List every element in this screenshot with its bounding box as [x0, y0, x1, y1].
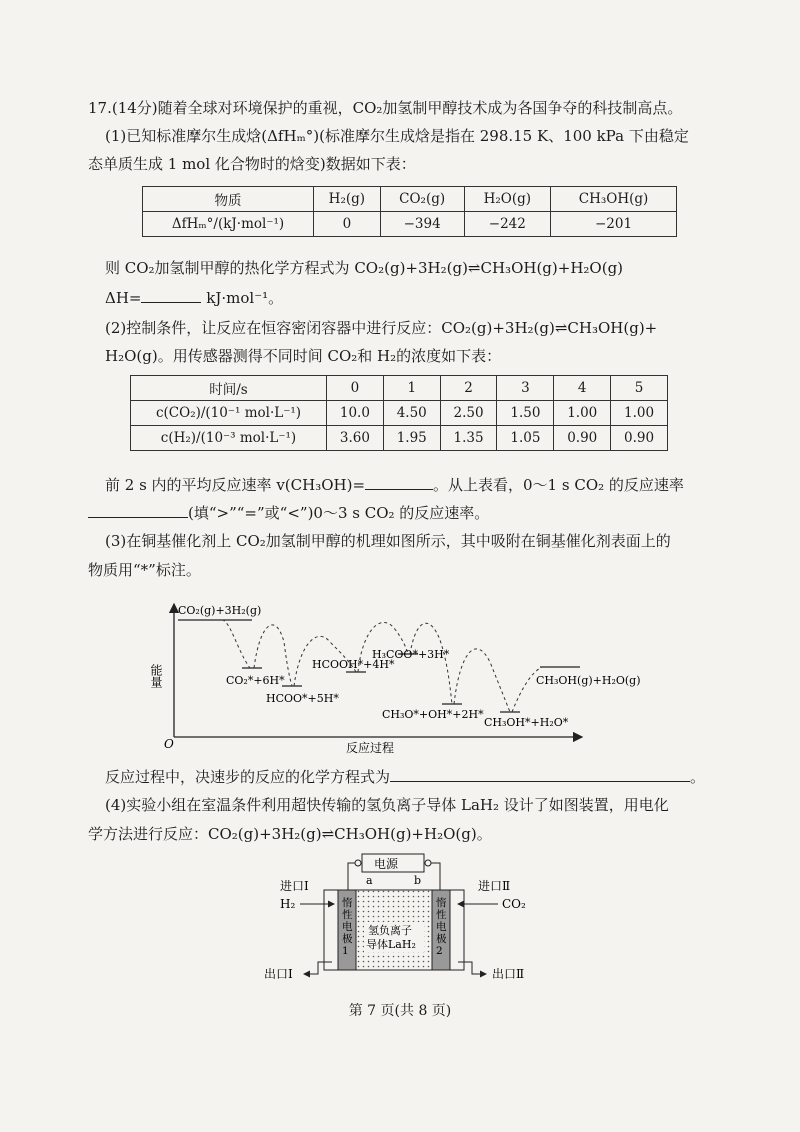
energy-diagram [149, 592, 641, 762]
table-cell: 1.00 [554, 401, 611, 426]
table-cell: 1.35 [440, 426, 497, 451]
table-header-cell: 5 [611, 376, 668, 401]
rate-line [105, 474, 684, 495]
table-row [131, 376, 668, 401]
table-row [131, 426, 668, 451]
y-axis-label: 能量 [149, 664, 163, 688]
transition-path [410, 623, 452, 704]
table-cell: 10.0 [327, 401, 384, 426]
page-footer: 第 7 页(共 8 页) [348, 1003, 452, 1019]
table-cell: 0.90 [554, 426, 611, 451]
answer-blank[interactable] [365, 474, 433, 490]
enthalpy-table [142, 186, 677, 237]
table-header-cell: 时间/s [131, 376, 327, 401]
wire [431, 863, 440, 892]
table-header-cell: 4 [554, 376, 611, 401]
inlet-1-label: 进口Ⅰ [280, 879, 309, 893]
species-label: CO₂*+6H* [226, 674, 285, 687]
table-header-cell: H₂(g) [314, 187, 381, 212]
answer-blank[interactable] [88, 502, 188, 518]
table-header-cell: 0 [327, 376, 384, 401]
species-label: CH₃O*+OH*+2H* [382, 708, 484, 721]
fill-suffix: (填“>”“=”或“<”)0～3 s CO₂ 的反应速率。 [188, 504, 490, 522]
equation-line: 则 CO₂加氢制甲醇的热化学方程式为 CO₂(g)+3H₂(g)⇌CH₃OH(g)+H₂O(g) [105, 259, 624, 277]
table-cell: 3.60 [327, 426, 384, 451]
species-label: CO₂(g)+3H₂(g) [178, 604, 262, 617]
table-cell: 2.50 [440, 401, 497, 426]
inlet-2-label: 进口Ⅱ [478, 879, 511, 893]
table-header-cell: CO₂(g) [380, 187, 464, 212]
conductor-label-1: 氢负离子 [368, 924, 412, 937]
row-label: c(H₂)/(10⁻³ mol·L⁻¹) [131, 426, 327, 451]
table-row [143, 187, 677, 212]
table-header-cell: 1 [383, 376, 440, 401]
concentration-table [130, 375, 668, 451]
table-header-cell: H₂O(g) [464, 187, 550, 212]
delta-h-line [105, 287, 283, 308]
species-label: CH₃OH(g)+H₂O(g) [536, 674, 641, 687]
h2-label: H₂ [280, 897, 296, 911]
table-header-cell: 3 [497, 376, 554, 401]
part3-line1: (3)在铜基催化剂上 CO₂加氢制甲醇的机理如图所示，其中吸附在铜基催化剂表面上的 [105, 532, 671, 550]
part4-line1: (4)实验小组在室温条件利用超快传输的氢负离子导体 LaH₂ 设计了如图装置，用电化 [105, 796, 669, 814]
conductor-label-2: 导体LaH₂ [366, 938, 416, 951]
rate-step-text: 反应过程中，决速步的反应的化学方程式为 [105, 768, 391, 786]
rate-step-line [105, 766, 705, 787]
species-label: HCOOH*+4H* [312, 658, 395, 671]
delta-h-prefix: ΔH= [105, 289, 142, 307]
answer-blank[interactable] [390, 766, 690, 782]
terminal-b-label: b [414, 874, 422, 887]
table-header-cell: 物质 [143, 187, 314, 212]
table-row [143, 212, 677, 237]
rate-prefix: 前 2 s 内的平均反应速率 v(CH₃OH)= [105, 476, 366, 494]
species-label: CH₃OH*+H₂O* [484, 716, 569, 729]
part1-line2: 态单质生成 1 mol 化合物时的焓变)数据如下表： [88, 155, 416, 173]
outlet-1-label: 出口Ⅰ [264, 967, 293, 981]
part2-line1: (2)控制条件，让反应在恒容密闭容器中进行反应：CO₂(g)+3H₂(g)⇌CH₃OH(g)+ [105, 319, 658, 337]
outlet-2-arrow [458, 962, 486, 974]
part3-line2: 物质用“*”标注。 [88, 561, 201, 579]
species-label: HCOO*+5H* [266, 692, 339, 705]
part1-line1: (1)已知标准摩尔生成焓(ΔfHₘ°)(标准摩尔生成焓是指在 298.15 K、100 kPa 下由稳定 [105, 127, 689, 145]
power-label: 电源 [374, 857, 399, 871]
table-cell: 0 [314, 212, 381, 237]
part4-line2: 学方法进行反应：CO₂(g)+3H₂(g)⇌CH₃OH(g)+H₂O(g)。 [88, 825, 492, 843]
outlet-1-arrow [304, 962, 332, 974]
rate-step-end: 。 [690, 768, 706, 786]
row-label: ΔfHₘ°/(kJ·mol⁻¹) [143, 212, 314, 237]
rate-suffix: 。从上表看，0～1 s CO₂ 的反应速率 [433, 476, 684, 494]
table-cell: 4.50 [383, 401, 440, 426]
question-header: 17.(14分)随着全球对环境保护的重视，CO₂加氢制甲醇技术成为各国争夺的科技制高点。 [88, 99, 683, 117]
species-label: H₃COO*+3H* [372, 648, 450, 661]
transition-path [454, 649, 510, 712]
table-row [131, 401, 668, 426]
x-axis-label: 反应过程 [346, 741, 395, 755]
transition-path [222, 620, 250, 668]
table-cell: 0.90 [611, 426, 668, 451]
terminal-a [355, 860, 361, 866]
delta-h-unit: kJ·mol⁻¹。 [206, 289, 284, 307]
outlet-2-label: 出口Ⅱ [492, 967, 525, 981]
row-label: c(CO₂)/(10⁻¹ mol·L⁻¹) [131, 401, 327, 426]
electrochemical-device [262, 850, 552, 988]
origin-label: O [164, 737, 174, 751]
wire [348, 863, 355, 892]
answer-blank[interactable] [141, 287, 201, 303]
table-cell: −394 [380, 212, 464, 237]
table-cell: 1.95 [383, 426, 440, 451]
electrode-1-label: 惰性电极 1 [342, 897, 353, 957]
table-cell: 1.05 [497, 426, 554, 451]
table-cell: −201 [551, 212, 677, 237]
table-cell: 1.00 [611, 401, 668, 426]
terminal-a-label: a [366, 874, 373, 887]
co2-label: CO₂ [502, 897, 526, 911]
part2-line2: H₂O(g)。用传感器测得不同时间 CO₂和 H₂的浓度如下表： [105, 347, 502, 365]
table-header-cell: 2 [440, 376, 497, 401]
table-cell: 1.50 [497, 401, 554, 426]
table-header-cell: CH₃OH(g) [551, 187, 677, 212]
terminal-b [425, 860, 431, 866]
fill-line [88, 502, 489, 523]
table-cell: −242 [464, 212, 550, 237]
electrode-2-label: 惰性电极 2 [436, 897, 447, 957]
